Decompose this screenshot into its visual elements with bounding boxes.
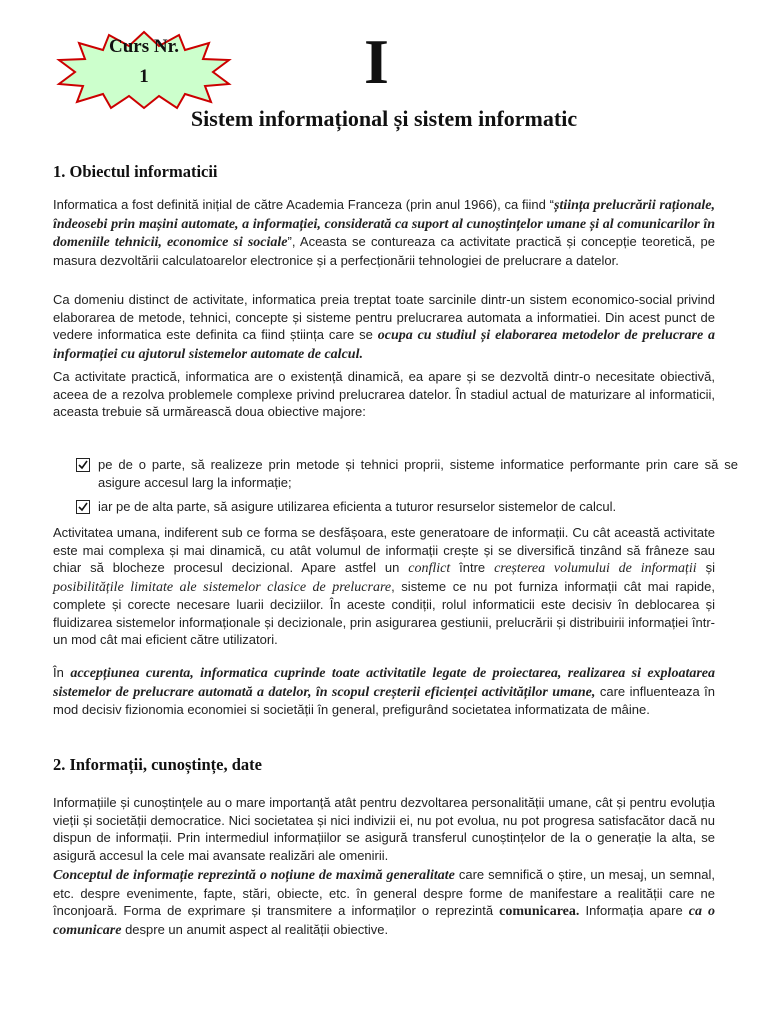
objective-text: iar pe de alta parte, să asigure utilizarea eficienta a tuturor resurselor sistemelor de calcul. — [98, 499, 617, 514]
section-1-heading: 1. Obiectul informaticii — [53, 162, 218, 181]
section-1-paragraph-5 — [53, 664, 715, 719]
emphasis-run: accepțiunea curenta, informatica cuprinde toate activitatile legate de proiectarea, realizarea si exploatarea sistemelor de prelucrare automată a datelor, în scopul creșterii eficienței activităților umane, — [53, 666, 715, 700]
badge-label — [55, 32, 233, 92]
checked-box-icon — [76, 500, 90, 514]
text-run: , sisteme ce nu pot furniza informații cât mai rapide, complete și corecte necesare luarii deciziilor. În aceste condiții, rolul informaticii este decisiv în deblocarea și fluidizarea sistemelor informaționale și decizionale, prin asigurarea gestiunii, prelucrării și distribuirii informației într-un mod cât mai eficient către utilizatori. — [53, 578, 715, 647]
text-run: În — [53, 665, 71, 680]
text-run: ”, Aceasta se contureaza ca activitate practică și concepție teoretică, pe masura dezvoltării calculatoarelor electronice și a perfecționării tehnologiei de prelucrare a datelor. — [53, 234, 716, 268]
course-badge — [55, 30, 233, 110]
section-1-paragraph-2 — [53, 291, 715, 363]
chapter-numeral: I — [364, 26, 389, 97]
text-run: Activitatea umana, indiferent sub ce forma se desfășoara, este generatoare de informații. Cu cât această activitate este mai complexa și mai dinamică, cu atât volumul de informații crește și se diversifică tinzând să frâneze sau chiar să blocheze procesul decizional. Apare astfel un — [53, 525, 715, 575]
objective-item-1 — [76, 456, 738, 491]
italic-run: posibilitățile limitate ale sistemelor clasice de prelucrare — [53, 579, 392, 595]
emphasis-run: știința prelucrării raționale, îndeosebi prin mașini automate, a informației, considerată ca suport al cunoștințelor umane și al comunicarilor în domeniile tehnicii, economice si sociale — [53, 198, 715, 250]
page-title: Sistem informațional și sistem informatic — [190, 106, 578, 131]
section-2-heading: 2. Informații, cunoștințe, date — [53, 755, 262, 774]
badge-line-1: Curs Nr. — [108, 36, 180, 57]
text-run: și — [696, 560, 715, 575]
text-run: Informatica a fost definită inițial de către Academia Franceza (prin anul 1966), ca fiind “ — [53, 197, 555, 212]
emphasis-run: ocupa cu studiul și elaborarea metodelor de prelucrare a informației cu ajutorul sistemelor automate de calcul. — [53, 328, 715, 362]
text-run: care semnifică o știre, un mesaj, un semnal, etc. despre evenimente, fapte, stări, obiecte, etc. în general despre forme de manifestare a realității care ne înconjoară. Forma de exprimare și transmitere a informaților o reprezintă — [53, 867, 715, 918]
checked-box-icon — [76, 458, 90, 472]
section-2-paragraph-1: Informațiile și cunoștințele au o mare importanță atât pentru dezvoltarea personalității umane, cât și pentru evoluția vieții și societății democratice. Nici societatea și nici indivizii ei, nu pot evolua, nu pot progresa satisfacător dacă nu dispun de informații. Prin intermediul informațiilor se asigură transferul cunoștințelor de la o generație la alta, se asigură accesul la cele mai avansate realizări ale omenirii. — [53, 795, 715, 863]
italic-run: conflict — [408, 561, 451, 576]
emphasis-run: ca o comunicare — [53, 904, 715, 938]
text-run: Informația apare — [579, 903, 689, 918]
section-1-paragraph-4 — [53, 524, 715, 649]
italic-run: creșterea volumului de informații — [494, 561, 697, 576]
emphasis-run: Conceptul de informație reprezintă o noțiune de maximă generalitate — [53, 868, 455, 883]
text-run: între — [450, 560, 495, 575]
section-1-paragraph-1 — [53, 196, 715, 269]
section-1-paragraph-3: Ca activitate practică, informatica are o existență dinamică, ea apare și se dezvoltă dintr-o necesitate obiectivă, aceea de a rezolva problemele complexe privind prelucrarea datelor. În stadiul actual de maturizare al informaticii, aceasta trebuie să urmărească doua obiective majore: — [53, 369, 715, 419]
text-run: care influenteaza în mod decisiv fizionomia economiei si societății în general, prefigurând societatea informatizata de mâine. — [53, 683, 715, 717]
text-run: despre un anumit aspect al realității obiective. — [121, 921, 389, 937]
text-run: Ca domeniu distinct de activitate, informatica preia treptat toate sarcinile dintr-un sistem economico-social privind elaborarea de metode, tehnici, concepte și sisteme pentru prelucrarea automata a informatiei. Din acest punct de vedere informatica este definita ca fiind știința care se — [53, 292, 715, 342]
badge-line-2: 1 — [139, 66, 149, 87]
objective-text: pe de o parte, să realizeze prin metode și tehnici proprii, sisteme informatice performante prin care să se asigure accesul larg la informație; — [98, 457, 738, 490]
objective-item-2 — [76, 498, 738, 516]
bold-run: comunicarea. — [499, 904, 580, 919]
section-2-paragraph-2 — [53, 866, 715, 939]
